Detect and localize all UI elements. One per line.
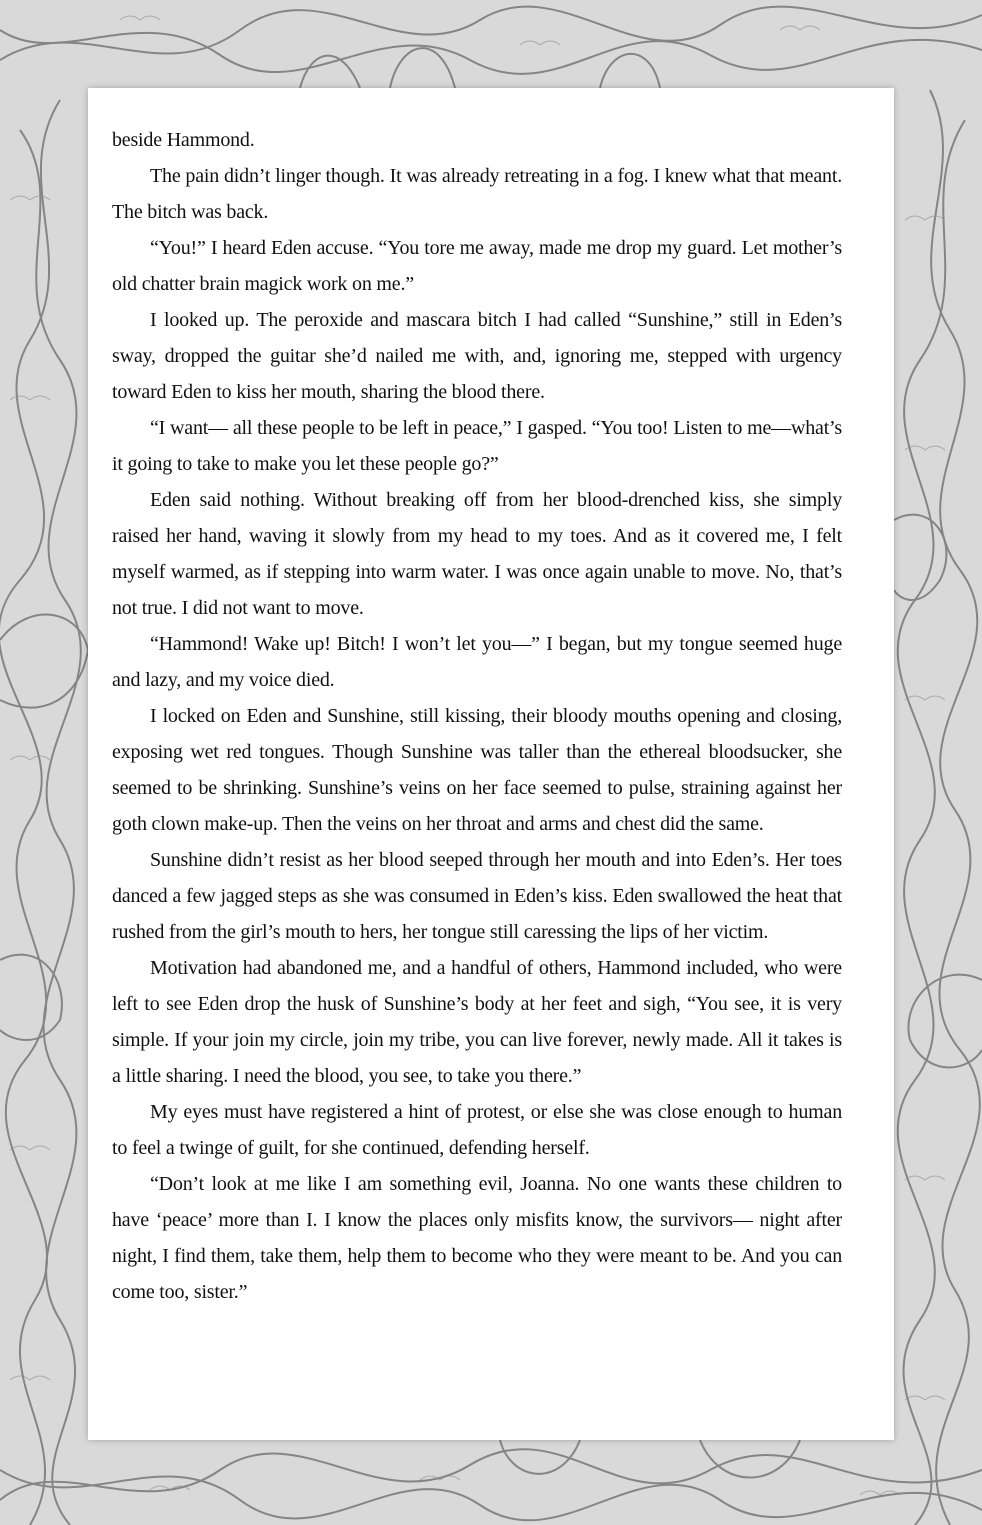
paragraph: I looked up. The peroxide and mascara bitch I had called “Sunshine,” still in Eden’s sway, dropped the guitar she’d nailed me with, and, ignoring me, stepped with urgency toward Eden to kiss her mouth, sharing the blood there. xyxy=(112,309,842,403)
paragraph: beside Hammond. xyxy=(112,129,255,151)
body-text xyxy=(112,122,842,1310)
paragraph: My eyes must have registered a hint of protest, or else she was close enough to human to feel a twinge of guilt, for she continued, defending herself. xyxy=(112,1101,842,1159)
paragraph: “I want— all these people to be left in peace,” I gasped. “You too! Listen to me—what’s it going to take to make you let these people go?” xyxy=(112,417,842,475)
paragraph: The pain didn’t linger though. It was already retreating in a fog. I knew what that meant. The bitch was back. xyxy=(112,165,842,223)
paragraph: “Hammond! Wake up! Bitch! I won’t let you—” I began, but my tongue seemed huge and lazy, and my voice died. xyxy=(112,633,842,691)
paragraph: Sunshine didn’t resist as her blood seeped through her mouth and into Eden’s. Her toes danced a few jagged steps as she was consumed in Eden’s kiss. Eden swallowed the heat that rushed from the girl’s mouth to hers, her tongue still caressing the lips of her victim. xyxy=(112,849,842,943)
paragraph: I locked on Eden and Sunshine, still kissing, their bloody mouths opening and closing, exposing wet red tongues. Though Sunshine was taller than the ethereal bloodsucker, she seemed to be shrinking. Sunshine’s veins on her face seemed to pulse, straining against her goth clown make-up. Then the veins on her throat and arms and chest did the same. xyxy=(112,705,842,835)
paragraph: “You!” I heard Eden accuse. “You tore me away, made me drop my guard. Let mother’s old chatter brain magick work on me.” xyxy=(112,237,842,295)
paragraph: “Don’t look at me like I am something evil, Joanna. No one wants these children to have ‘peace’ more than I. I know the places only misfits know, the survivors— night after night, I find them, take them, help them to become who they were meant to be. And you can come too, sister.” xyxy=(112,1173,842,1303)
paragraph: Motivation had abandoned me, and a handful of others, Hammond included, who were left to see Eden drop the husk of Sunshine’s body at her feet and sigh, “You see, it is very simple. If your join my circle, join my tribe, you can live forever, newly made. All it takes is a little sharing. I need the blood, you see, to take you there.” xyxy=(112,957,842,1087)
paragraph: Eden said nothing. Without breaking off from her blood-drenched kiss, she simply raised her hand, waving it slowly from my head to my toes. And as it covered me, I felt myself warmed, as if stepping into warm water. I was once again unable to move. No, that’s not true. I did not want to move. xyxy=(112,489,842,619)
